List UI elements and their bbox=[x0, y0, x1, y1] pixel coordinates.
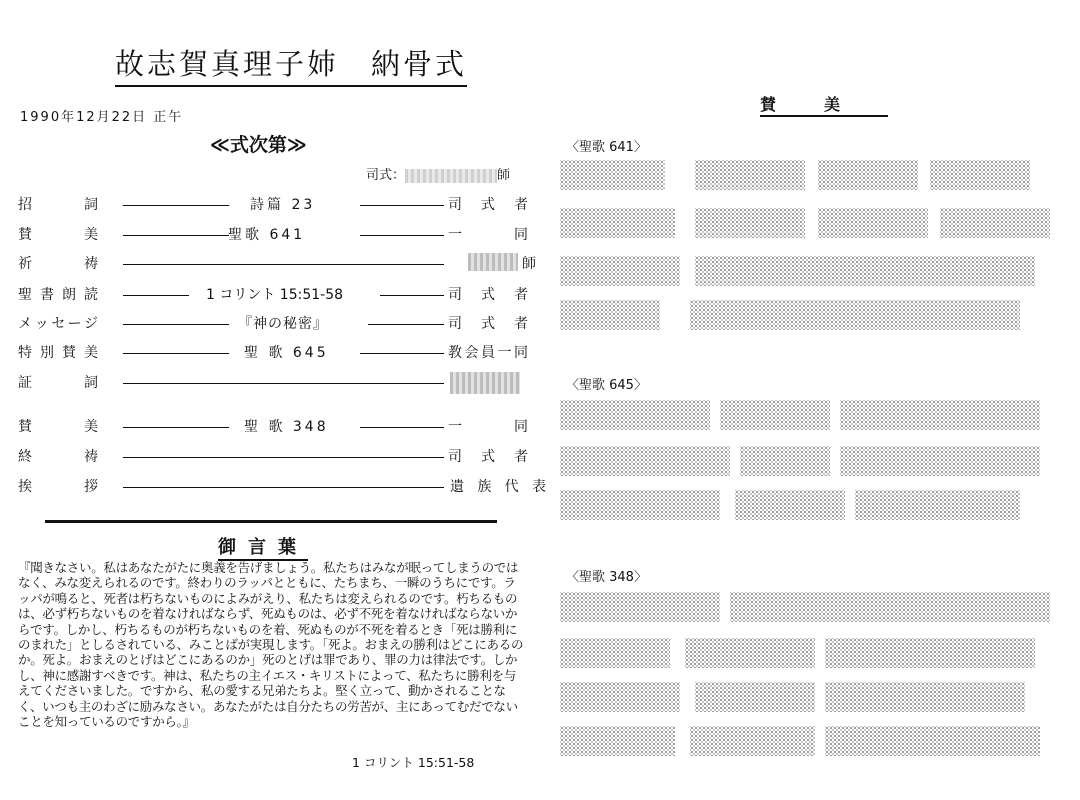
officiant-line bbox=[366, 164, 510, 183]
program-row bbox=[18, 476, 546, 498]
program-row bbox=[18, 313, 528, 335]
service-date: 1990年12月22日 正午 bbox=[20, 110, 184, 125]
scripture-text: 『聞きなさい。私はあなたがたに奥義を告げましょう。私たちはみなが眠ってしまうのではなく、みな変えられるのです。終わりのラッパとともに、たちまち、一瞬のうちにです。ラッパが鳴ると、死者は朽ちないものによみがえり、私たちは変えられるのです。朽ちるものは、必ず朽ちないものを着なければならず、死ぬものは、必ず不死を着なければならないからです。しかし、朽ちるものが朽ちないものを着、死ぬものが不死を着るとき「死は勝利にのまれた」としるされている、みことばが実現します。「死よ。おまえの勝利はどこにあるのか。死よ。おまえのとげはどこにあるのか」死のとげは罪であり、罪の力は律法です。しかし、神に感謝すべきです。神は、私たちの主イエス・キリストによって、私たちに勝利を与えてくださいました。ですから、私の愛する兄弟たちよ。堅く立って、動かされることなく、いつも主のわざに励みなさい。あなたがたは自分たちの労苦が、主にあってむだでないことを知っているのですから。』 bbox=[18, 560, 524, 730]
program-item-role: 一 同 bbox=[448, 419, 528, 435]
redacted-officiant-name bbox=[405, 169, 497, 183]
program-item-label: 祈祷 bbox=[18, 256, 98, 272]
leader-line bbox=[123, 205, 229, 206]
program-item-label: 聖書朗読 bbox=[18, 287, 98, 303]
program-item-label: 特別賛美 bbox=[18, 345, 98, 361]
program-row bbox=[18, 342, 528, 364]
leader-line bbox=[360, 353, 444, 354]
leader-line bbox=[123, 264, 444, 265]
leader-line bbox=[123, 295, 189, 296]
program-item-label: メッセージ bbox=[18, 316, 98, 332]
leader-line bbox=[123, 457, 444, 458]
program-item-label: 招詞 bbox=[18, 197, 98, 213]
program-item-detail: 聖 歌 645 bbox=[244, 345, 329, 361]
redacted-hymn-lyrics bbox=[560, 160, 1060, 335]
praise-heading: 賛美 bbox=[760, 92, 888, 117]
hymn-label: 〈聖歌 348〉 bbox=[566, 570, 647, 585]
officiant-suffix: 師 bbox=[497, 168, 511, 183]
program-item-role: 教会員一同 bbox=[448, 345, 528, 361]
document-title: 故志賀真理子姉 納骨式 bbox=[115, 42, 467, 87]
leader-line bbox=[123, 235, 229, 236]
redacted-name bbox=[450, 372, 520, 394]
scripture-heading: 御言葉 bbox=[218, 533, 308, 561]
program-item-label: 証詞 bbox=[18, 375, 98, 391]
program-row bbox=[18, 284, 528, 306]
hymn-label: 〈聖歌 645〉 bbox=[566, 378, 647, 393]
redacted-hymn-lyrics bbox=[560, 592, 1060, 767]
program-item-detail: 聖歌 641 bbox=[228, 227, 306, 243]
program-row bbox=[18, 194, 528, 216]
program-row bbox=[18, 253, 539, 275]
leader-line bbox=[123, 487, 444, 488]
leader-line bbox=[123, 427, 229, 428]
program-item-role: 司式者 bbox=[448, 449, 528, 465]
program-item-label: 終祷 bbox=[18, 449, 98, 465]
program-item-detail: 『神の秘密』 bbox=[238, 316, 328, 332]
program-item-detail: 1 コリント 15:51-58 bbox=[206, 287, 344, 303]
program-item-role: 司式者 bbox=[448, 316, 528, 332]
program-item-role: 師 bbox=[522, 256, 539, 272]
program-item-detail: 詩篇 23 bbox=[250, 197, 316, 213]
program-row bbox=[18, 416, 528, 438]
officiant-label: 司式： bbox=[366, 168, 406, 183]
leader-line bbox=[123, 383, 444, 384]
program-item-label: 挨拶 bbox=[18, 479, 98, 495]
program-row bbox=[18, 224, 528, 246]
program-row bbox=[18, 446, 528, 468]
leader-line bbox=[123, 353, 229, 354]
program-item-role: 一 同 bbox=[448, 227, 528, 243]
order-of-service-heading: ≪式次第≫ bbox=[210, 134, 307, 156]
leader-line bbox=[360, 235, 444, 236]
section-divider bbox=[45, 520, 497, 523]
leader-line bbox=[368, 324, 444, 325]
leader-line bbox=[360, 427, 444, 428]
leader-line bbox=[360, 205, 444, 206]
scripture-reference: 1 コリント 15:51-58 bbox=[352, 755, 475, 770]
program-item-detail: 聖 歌 348 bbox=[244, 419, 329, 435]
program-item-role: 司式者 bbox=[448, 287, 528, 303]
hymn-label: 〈聖歌 641〉 bbox=[566, 140, 647, 155]
leader-line bbox=[380, 295, 444, 296]
leader-line bbox=[123, 324, 229, 325]
program-item-label: 賛美 bbox=[18, 419, 98, 435]
program-item-label: 賛美 bbox=[18, 227, 98, 243]
program-row bbox=[18, 372, 528, 394]
program-item-role: 司式者 bbox=[448, 197, 528, 213]
program-item-role: 遺族代表 bbox=[450, 479, 546, 495]
redacted-hymn-lyrics bbox=[560, 400, 1060, 525]
redacted-name bbox=[468, 253, 518, 271]
